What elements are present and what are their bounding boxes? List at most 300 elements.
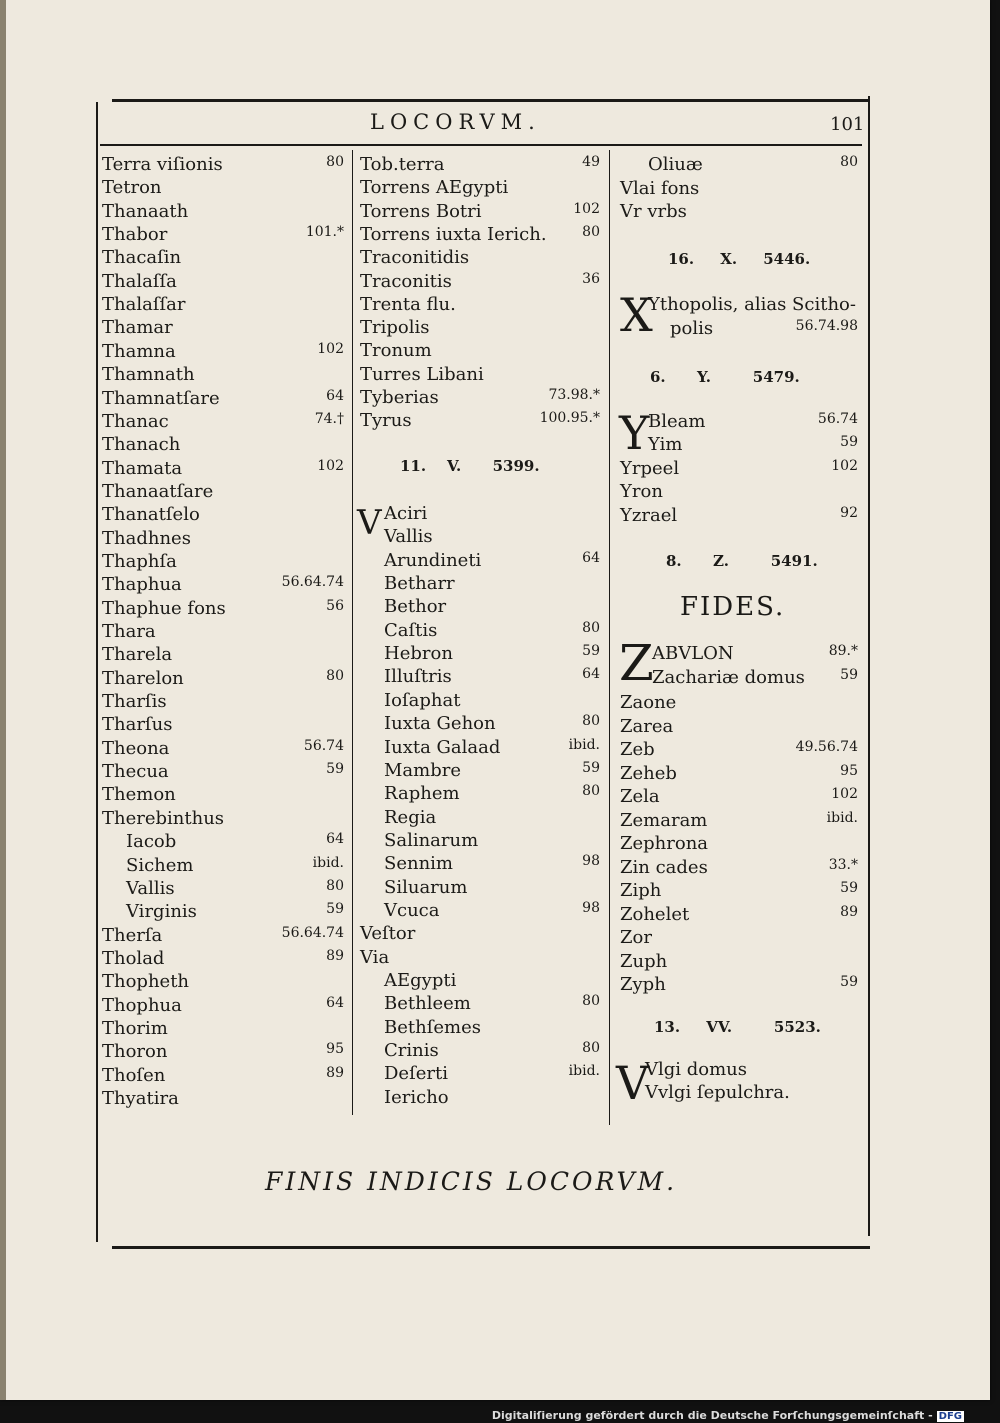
index-entry (360, 364, 600, 386)
index-entry (620, 692, 858, 714)
index-entry (126, 901, 344, 923)
index-entry (384, 783, 600, 805)
entry-text: Yrpeel (620, 458, 680, 479)
entry-ref: 102 (573, 201, 600, 217)
entry-text: Thecua (102, 761, 169, 782)
entry-text: Zemaram (620, 810, 708, 831)
entry-text: Thyatira (102, 1088, 179, 1109)
entry-text: Yron (620, 481, 663, 502)
entry-text: Caſtis (384, 620, 438, 641)
index-entry (384, 596, 600, 618)
index-entry (102, 1065, 344, 1087)
entry-ref: 80 (582, 993, 600, 1009)
entry-text: Tholad (102, 948, 165, 969)
entry-text: Thalaſſar (102, 294, 186, 315)
entry-ref: 102 (831, 786, 858, 802)
index-entry (102, 574, 344, 596)
entry-text: Yim (648, 434, 683, 455)
section-heading-x (668, 250, 810, 268)
right-border (868, 96, 870, 1236)
index-entry (620, 739, 858, 761)
entry-ref: 59 (326, 761, 344, 777)
entry-text: Tharſis (102, 691, 167, 712)
section-year: 5446. (763, 250, 811, 268)
index-entry (102, 201, 344, 223)
entry-text: Sichem (126, 855, 194, 876)
entry-text: Vlai fons (620, 178, 700, 199)
entry-text: Zeb (620, 739, 655, 760)
entry-ref: 80 (582, 783, 600, 799)
index-entry (102, 971, 344, 993)
section-letter: V. (447, 457, 462, 475)
index-entry (384, 573, 600, 595)
left-border (96, 102, 98, 1242)
entry-text: Torrens AEgypti (360, 177, 509, 198)
index-entry (652, 643, 858, 665)
bottom-rule (112, 1246, 870, 1249)
index-entry (620, 927, 858, 949)
entry-text: Bethor (384, 596, 447, 617)
entry-text: Yzrael (620, 505, 678, 526)
section-letter: Z. (713, 552, 729, 570)
entry-text: Zuph (620, 951, 668, 972)
section-heading-v (400, 457, 540, 475)
entry-ref: 59 (582, 760, 600, 776)
entry-x-line1 (648, 294, 858, 316)
entry-text: Siluarum (384, 877, 468, 898)
entry-ref: 101.* (305, 224, 344, 240)
entry-text: Vvlgi ſepulchra. (645, 1082, 790, 1103)
section-number: 13. (654, 1018, 681, 1036)
index-entry (102, 551, 344, 573)
index-entry (384, 853, 600, 875)
index-entry (384, 620, 600, 642)
entry-text: Thorim (102, 1018, 168, 1039)
entry-text: Ziph (620, 880, 662, 901)
section-heading-z (666, 552, 818, 570)
entry-text: Zachariæ domus (652, 667, 805, 688)
index-entry (102, 621, 344, 643)
index-entry (360, 177, 600, 199)
entry-ref: 56.64.74 (281, 574, 344, 590)
drop-cap-z: Z (619, 634, 654, 692)
page-number: 101 (830, 114, 865, 135)
entry-text: Betharr (384, 573, 455, 594)
entry-text: Therſa (102, 925, 163, 946)
entry-ref: 80 (840, 154, 858, 170)
entry-text: Trenta flu. (360, 294, 456, 315)
section-number: 16. (668, 250, 695, 268)
section-letter: VV. (706, 1018, 733, 1036)
entry-text: Zor (620, 927, 652, 948)
index-entry (360, 317, 600, 339)
index-entry (102, 341, 344, 363)
entry-ref: ibid. (312, 855, 344, 871)
header-rule (100, 144, 862, 146)
entry-ref: 64 (582, 550, 600, 566)
index-entry (360, 294, 600, 316)
index-entry (102, 761, 344, 783)
entry-text: Turres Libani (360, 364, 484, 385)
entry-text: Raphem (384, 783, 460, 804)
entry-text: Traconitis (360, 271, 452, 292)
entry-text: Zeheb (620, 763, 677, 784)
entry-text: Therebinthus (102, 808, 225, 829)
index-entry (360, 271, 600, 293)
entry-ref: 59 (326, 901, 344, 917)
index-entry (102, 644, 344, 666)
entry-text: Bleam (648, 411, 706, 432)
index-entry (384, 877, 600, 899)
entry-text: Thabor (102, 224, 168, 245)
index-entry (620, 481, 858, 503)
entry-text: Iericho (384, 1087, 449, 1108)
index-entry (102, 481, 344, 503)
index-entry (384, 993, 600, 1015)
index-entry (102, 411, 344, 433)
entry-text: Thadhnes (102, 528, 191, 549)
section-heading-vv (654, 1018, 821, 1036)
entry-ref: 74.† (314, 411, 344, 427)
index-entry (102, 714, 344, 736)
section-year: 5479. (752, 368, 800, 386)
entry-text: Thoſen (102, 1065, 166, 1086)
entry-ref: 80 (582, 224, 600, 240)
entry-text: Thamnath (102, 364, 195, 385)
entry-text: Thaphua (102, 574, 182, 595)
entry-ref: 95 (326, 1041, 344, 1057)
entry-text: Thalaſſa (102, 271, 177, 292)
entry-ref: 102 (317, 341, 344, 357)
index-entry (384, 503, 600, 525)
entry-text: Salinarum (384, 830, 479, 851)
index-entry (620, 904, 858, 926)
index-entry (620, 880, 858, 902)
entry-text: Thanac (102, 411, 169, 432)
entry-text: Thamna (102, 341, 176, 362)
entry-text: ABVLON (652, 643, 734, 664)
index-entry (102, 738, 344, 760)
index-entry (384, 737, 600, 759)
index-entry (102, 364, 344, 386)
entry-ref: 59 (840, 667, 858, 683)
entry-text: Torrens Botri (360, 201, 482, 222)
entry-text: Thanaatſare (102, 481, 214, 502)
index-entry (102, 1041, 344, 1063)
entry-ref: 33.* (828, 857, 858, 873)
entry-text: Thanaath (102, 201, 189, 222)
entry-text: Tripolis (360, 317, 430, 338)
finis-colophon: FINIS INDICIS LOCORVM. (265, 1167, 678, 1196)
entry-ref: 102 (317, 458, 344, 474)
entry-text: Thanatſelo (102, 504, 200, 525)
index-entry (102, 317, 344, 339)
section-number: 11. (400, 457, 427, 475)
index-entry (102, 247, 344, 269)
entry-text: Theona (102, 738, 170, 759)
index-entry (102, 691, 344, 713)
running-head: LOCORVM. (370, 110, 541, 134)
index-entry (102, 925, 344, 947)
index-entry (620, 810, 858, 832)
entry-ref: ibid. (826, 810, 858, 826)
index-entry (648, 434, 858, 456)
index-entry (620, 763, 858, 785)
entry-ref: 36 (582, 271, 600, 287)
index-entry (384, 807, 600, 829)
index-entry (384, 1040, 600, 1062)
entry-ref: 49.56.74 (795, 739, 858, 755)
index-entry (360, 340, 600, 362)
section-number: 6. (650, 368, 666, 386)
entry-text: Tob.terra (360, 154, 445, 175)
index-entry (384, 713, 600, 735)
index-entry (126, 831, 344, 853)
entry-text: Tyrus (360, 410, 412, 431)
section-letter: Y. (697, 368, 712, 386)
index-entry (384, 900, 600, 922)
entry-vv-2 (645, 1082, 845, 1104)
entry-text: Themon (102, 784, 176, 805)
index-entry (620, 178, 858, 200)
drop-cap-y: Y (619, 406, 650, 460)
entry-ref: 56.74.98 (795, 318, 858, 334)
entry-text: Thaphſa (102, 551, 177, 572)
index-entry (360, 410, 600, 432)
entry-ref: 80 (582, 1040, 600, 1056)
entry-text: Thophua (102, 995, 182, 1016)
entry-text: Tharela (102, 644, 173, 665)
index-entry (648, 411, 858, 433)
index-entry (648, 154, 858, 176)
index-entry (102, 388, 344, 410)
entry-ref: 73.98.* (548, 387, 600, 403)
column-divider-1 (352, 150, 353, 1115)
index-entry (360, 247, 600, 269)
entry-text: Bethleem (384, 993, 471, 1014)
entry-text: Ioſaphat (384, 690, 461, 711)
entry-ref: ibid. (568, 1063, 600, 1079)
entry-x-line2 (670, 318, 858, 340)
entry-text: Regia (384, 807, 437, 828)
index-entry (102, 154, 344, 176)
index-entry (384, 666, 600, 688)
drop-cap-vv: V (616, 1056, 650, 1110)
entry-text: Zephrona (620, 833, 709, 854)
entry-text: Vallis (126, 878, 175, 899)
entry-ref: 92 (840, 505, 858, 521)
entry-ref: 89.* (828, 643, 858, 659)
entry-ref: 80 (582, 620, 600, 636)
index-entry (102, 1018, 344, 1040)
index-entry (384, 1063, 600, 1085)
index-entry (102, 224, 344, 246)
entry-ref: 64 (326, 831, 344, 847)
entry-ref: 89 (326, 1065, 344, 1081)
entry-text: Crinis (384, 1040, 439, 1061)
entry-ref: 95 (840, 763, 858, 779)
entry-text: Vlgi domus (645, 1059, 748, 1080)
entry-ref: 80 (326, 878, 344, 894)
entry-ref: 56.74 (817, 411, 858, 427)
entry-text: Thacaſin (102, 247, 182, 268)
index-entry (360, 387, 600, 409)
index-entry (384, 526, 600, 548)
index-entry (384, 690, 600, 712)
index-entry (360, 947, 600, 969)
index-entry (102, 294, 344, 316)
entry-ref: 89 (326, 948, 344, 964)
entry-text: Iuxta Galaad (384, 737, 501, 758)
entry-text: Thoron (102, 1041, 168, 1062)
index-entry (620, 974, 858, 996)
entry-text: Via (360, 947, 390, 968)
entry-vv-1 (645, 1059, 845, 1081)
entry-ref: 98 (582, 900, 600, 916)
entry-ref: 80 (582, 713, 600, 729)
entry-text: Zin cades (620, 857, 708, 878)
entry-ref: 56.64.74 (281, 925, 344, 941)
entry-ref: 59 (840, 974, 858, 990)
index-entry (652, 667, 858, 689)
entry-text: Aciri (384, 503, 428, 524)
entry-ref: 64 (326, 388, 344, 404)
index-entry (102, 528, 344, 550)
index-entry (102, 808, 344, 830)
index-entry (620, 857, 858, 879)
index-entry (102, 434, 344, 456)
entry-text: Thamnatſare (102, 388, 220, 409)
section-letter: X. (720, 250, 738, 268)
entry-ref: 56.74 (303, 738, 344, 754)
digitization-credit (492, 1409, 964, 1422)
entry-ref: 64 (582, 666, 600, 682)
dfg-logo: DFG (938, 1411, 962, 1422)
entry-ref: 59 (582, 643, 600, 659)
section-number: 8. (666, 552, 682, 570)
entry-text: Thamar (102, 317, 173, 338)
index-entry (620, 951, 858, 973)
entry-ref: ibid. (568, 737, 600, 753)
index-entry (102, 948, 344, 970)
entry-ref: 64 (326, 995, 344, 1011)
entry-text: Thopheth (102, 971, 190, 992)
entry-text: Thamata (102, 458, 183, 479)
section-year: 5523. (773, 1018, 821, 1036)
index-entry (102, 504, 344, 526)
index-entry (620, 458, 858, 480)
entry-text: AEgypti (384, 970, 457, 991)
entry-text: Zyph (620, 974, 666, 995)
entry-text: Tronum (360, 340, 432, 361)
index-entry (126, 878, 344, 900)
entry-text: Tetron (102, 177, 162, 198)
index-entry (620, 505, 858, 527)
top-rule (112, 99, 870, 102)
entry-text: Virginis (126, 901, 197, 922)
entry-text: Vcuca (384, 900, 440, 921)
index-entry (102, 458, 344, 480)
entry-text: Hebron (384, 643, 453, 664)
index-entry (620, 833, 858, 855)
index-entry (360, 201, 600, 223)
entry-text: Illuſtris (384, 666, 452, 687)
index-entry (126, 855, 344, 877)
drop-cap-v: V (357, 503, 382, 543)
entry-ref: 98 (582, 853, 600, 869)
column-divider-2 (609, 150, 610, 1125)
entry-text: Traconitidis (360, 247, 470, 268)
entry-text: Zaone (620, 692, 677, 713)
entry-text: Bethſemes (384, 1017, 481, 1038)
index-entry (360, 224, 600, 246)
index-entry (102, 271, 344, 293)
index-entry (102, 598, 344, 620)
entry-ref: 59 (840, 434, 858, 450)
entry-text: polis (670, 318, 714, 339)
index-entry (360, 154, 600, 176)
entry-text: Tharelon (102, 668, 184, 689)
index-entry (360, 923, 600, 945)
entry-text: Ythopolis, alias Scitho- (648, 294, 856, 315)
entry-text: Zarea (620, 716, 674, 737)
index-entry (102, 995, 344, 1017)
entry-ref: 102 (831, 458, 858, 474)
index-entry (620, 716, 858, 738)
index-entry (102, 784, 344, 806)
index-entry (102, 668, 344, 690)
entry-text: Iuxta Gehon (384, 713, 496, 734)
entry-text: Torrens iuxta Ierich. (360, 224, 547, 245)
entry-text: Iacob (126, 831, 177, 852)
index-entry (384, 830, 600, 852)
entry-text: Thara (102, 621, 156, 642)
index-entry (384, 760, 600, 782)
entry-ref: 56 (326, 598, 344, 614)
index-entry (384, 970, 600, 992)
entry-ref: 100.95.* (539, 410, 600, 426)
section-year: 5399. (492, 457, 540, 475)
page-spine-edge (0, 0, 6, 1400)
entry-ref: 80 (326, 668, 344, 684)
entry-text: Oliuæ (648, 154, 703, 175)
entry-text: Vallis (384, 526, 433, 547)
section-heading-y (650, 368, 800, 386)
entry-ref: 80 (326, 154, 344, 170)
entry-ref: 89 (840, 904, 858, 920)
index-entry (384, 1087, 600, 1109)
index-entry (384, 550, 600, 572)
entry-text: Arundineti (384, 550, 482, 571)
entry-text: Terra viſionis (102, 154, 223, 175)
entry-text: Thanach (102, 434, 181, 455)
index-entry (102, 1088, 344, 1110)
entry-ref: 59 (840, 880, 858, 896)
entry-text: Zohelet (620, 904, 690, 925)
index-entry (384, 643, 600, 665)
entry-text: Deſerti (384, 1063, 448, 1084)
drop-cap-x: X (620, 288, 653, 342)
entry-text: Mambre (384, 760, 462, 781)
entry-text: Tyberias (360, 387, 439, 408)
index-entry (620, 786, 858, 808)
entry-text: Thaphue fons (102, 598, 226, 619)
index-entry (102, 177, 344, 199)
credit-text: Digitaliſierung gefördert durch die Deutsche Forſchungsgemeinſchaft - (491, 1409, 933, 1422)
entry-text: Vr vrbs (620, 201, 687, 222)
entry-ref: 49 (582, 154, 600, 170)
entry-text: Sennim (384, 853, 453, 874)
